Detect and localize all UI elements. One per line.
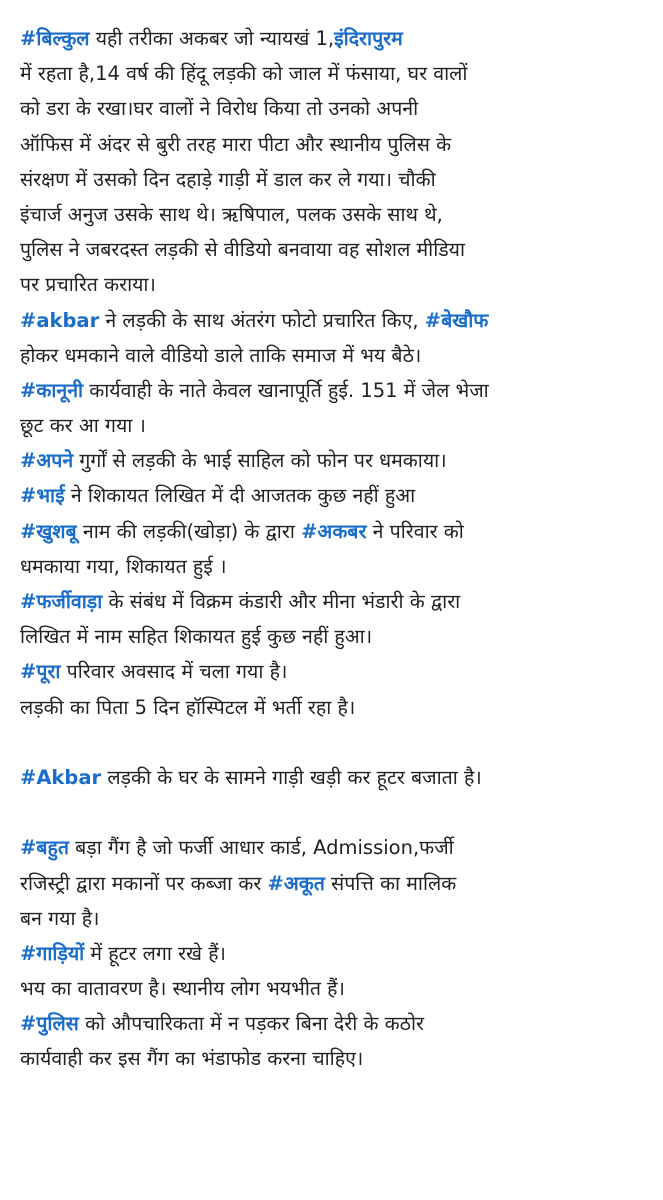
text-line — [20, 408, 660, 443]
text-span: संपत्ति का मालिक — [324, 871, 457, 895]
text-span: भय का वातावरण है। स्थानीय लोग भयभीत हैं। — [20, 977, 345, 1001]
hashtag-link[interactable]: #बिल्कुल — [20, 27, 90, 50]
text-span: होकर धमकाने वाले वीडियो डाले ताकि समाज में भय बैठे। — [20, 343, 422, 367]
hashtag-link[interactable]: #खुशबू — [20, 519, 77, 543]
hashtag-link[interactable]: इंदिरापुरम — [334, 27, 403, 50]
text-span: में रहता है,14 वर्ष की हिंदू लड़की को जाल में फंसाया, घर वालों — [20, 62, 468, 86]
text-span: बड़ा गैंग है जो फर्जी आधार कार्ड, Admission,फर्जी — [68, 836, 454, 860]
text-line — [20, 584, 660, 619]
hashtag-link[interactable]: #akbar — [20, 308, 100, 332]
text-line — [20, 91, 660, 126]
text-line — [20, 936, 660, 971]
text-line — [20, 1006, 660, 1041]
text-line — [20, 478, 660, 513]
text-line — [20, 619, 660, 654]
text-line — [20, 830, 660, 865]
hashtag-link[interactable]: #गाड़ियों — [20, 941, 85, 965]
hashtag-link[interactable]: #Akbar — [20, 765, 102, 789]
text-line — [20, 654, 660, 689]
post-text-body — [20, 21, 660, 1077]
text-span: धमकाया गया, शिकायत हुई । — [20, 554, 227, 578]
text-span: कार्यवाही कर इस गैंग का भंडाफोड करना चाहिए। — [20, 1047, 364, 1071]
text-span: कार्यवाही के नाते केवल खानापूर्ति हुई. 151 में जेल भेजा — [83, 378, 489, 402]
hashtag-link[interactable]: #अकूत — [267, 871, 325, 895]
text-line — [20, 267, 660, 302]
text-line — [20, 338, 660, 373]
text-line — [20, 21, 660, 56]
text-line — [20, 197, 660, 232]
text-span: में हूटर लगा रखे हैं। — [84, 941, 226, 965]
text-line — [20, 303, 660, 338]
text-span: ने शिकायत लिखित में दी आजतक कुछ नहीं हुआ — [64, 484, 416, 508]
text-line — [20, 514, 660, 549]
text-span: लड़की का पिता 5 दिन हॉस्पिटल में भर्ती रहा है। — [20, 695, 356, 719]
hashtag-link[interactable]: #बहुत — [20, 836, 69, 860]
hashtag-link[interactable]: #भाई — [20, 484, 65, 508]
text-span: यही तरीका अकबर जो न्यायखं 1, — [89, 27, 335, 50]
hashtag-link[interactable]: #बेखौफ — [424, 308, 489, 332]
text-line — [20, 971, 660, 1006]
text-span: रजिस्ट्री द्वारा मकानों पर कब्जा कर — [20, 871, 268, 895]
text-span: गुर्गों से लड़की के भाई साहिल को फोन पर धमकाया। — [73, 449, 447, 473]
hashtag-link[interactable]: #पूरा — [20, 660, 61, 684]
hashtag-link[interactable]: #अकबर — [301, 519, 367, 543]
text-span: ने लड़की के साथ अंतरंग फोटो प्रचारित किए, — [99, 308, 425, 332]
blank-line — [20, 795, 660, 830]
text-line — [20, 373, 660, 408]
text-span: को औपचारिकता में न पड़कर बिना देरी के कठोर — [78, 1012, 425, 1036]
text-span: पर प्रचारित कराया। — [20, 273, 156, 297]
text-line — [20, 760, 660, 795]
text-line — [20, 56, 660, 91]
text-line — [20, 127, 660, 162]
text-span: पुलिस ने जबरदस्त लड़की से वीडियो बनवाया वह सोशल मीडिया — [20, 238, 466, 262]
text-span: बन गया है। — [20, 906, 100, 930]
text-span: ऑफिस में अंदर से बुरी तरह मारा पीटा और स्थानीय पुलिस के — [20, 132, 452, 156]
text-span: संरक्षण में उसको दिन दहाड़े गाड़ी में डाल कर ले गया। चौकी — [20, 167, 436, 191]
text-line — [20, 690, 660, 725]
text-span: लड़की के घर के सामने गाड़ी खड़ी कर हूटर बजाता है। — [101, 765, 482, 789]
text-span: नाम की लड़की(खोड़ा) के द्वारा — [76, 519, 302, 543]
text-line — [20, 901, 660, 936]
text-line — [20, 1041, 660, 1076]
hashtag-link[interactable]: #पुलिस — [20, 1012, 79, 1036]
text-line — [20, 162, 660, 197]
blank-line — [20, 725, 660, 760]
hashtag-link[interactable]: #कानूनी — [20, 378, 84, 402]
text-line — [20, 549, 660, 584]
text-span: परिवार अवसाद में चला गया है। — [60, 660, 288, 684]
text-span: ने परिवार को — [366, 519, 464, 543]
hashtag-link[interactable]: #फर्जीवाड़ा — [20, 590, 103, 613]
text-span: इंचार्ज अनुज उसके साथ थे। ऋषिपाल, पलक उसके साथ थे, — [20, 202, 443, 226]
text-span: लिखित में नाम सहित शिकायत हुई कुछ नहीं हुआ। — [20, 625, 373, 649]
text-line — [20, 866, 660, 901]
text-span: छूट कर आ गया । — [20, 414, 146, 438]
text-line — [20, 443, 660, 478]
text-span: को डरा के रखा।घर वालों ने विरोध किया तो उनको अपनी — [20, 97, 419, 121]
hashtag-link[interactable]: #अपने — [20, 449, 74, 473]
text-span: के संबंध में विक्रम कंडारी और मीना भंडारी के द्वारा — [102, 590, 461, 613]
text-line — [20, 232, 660, 267]
